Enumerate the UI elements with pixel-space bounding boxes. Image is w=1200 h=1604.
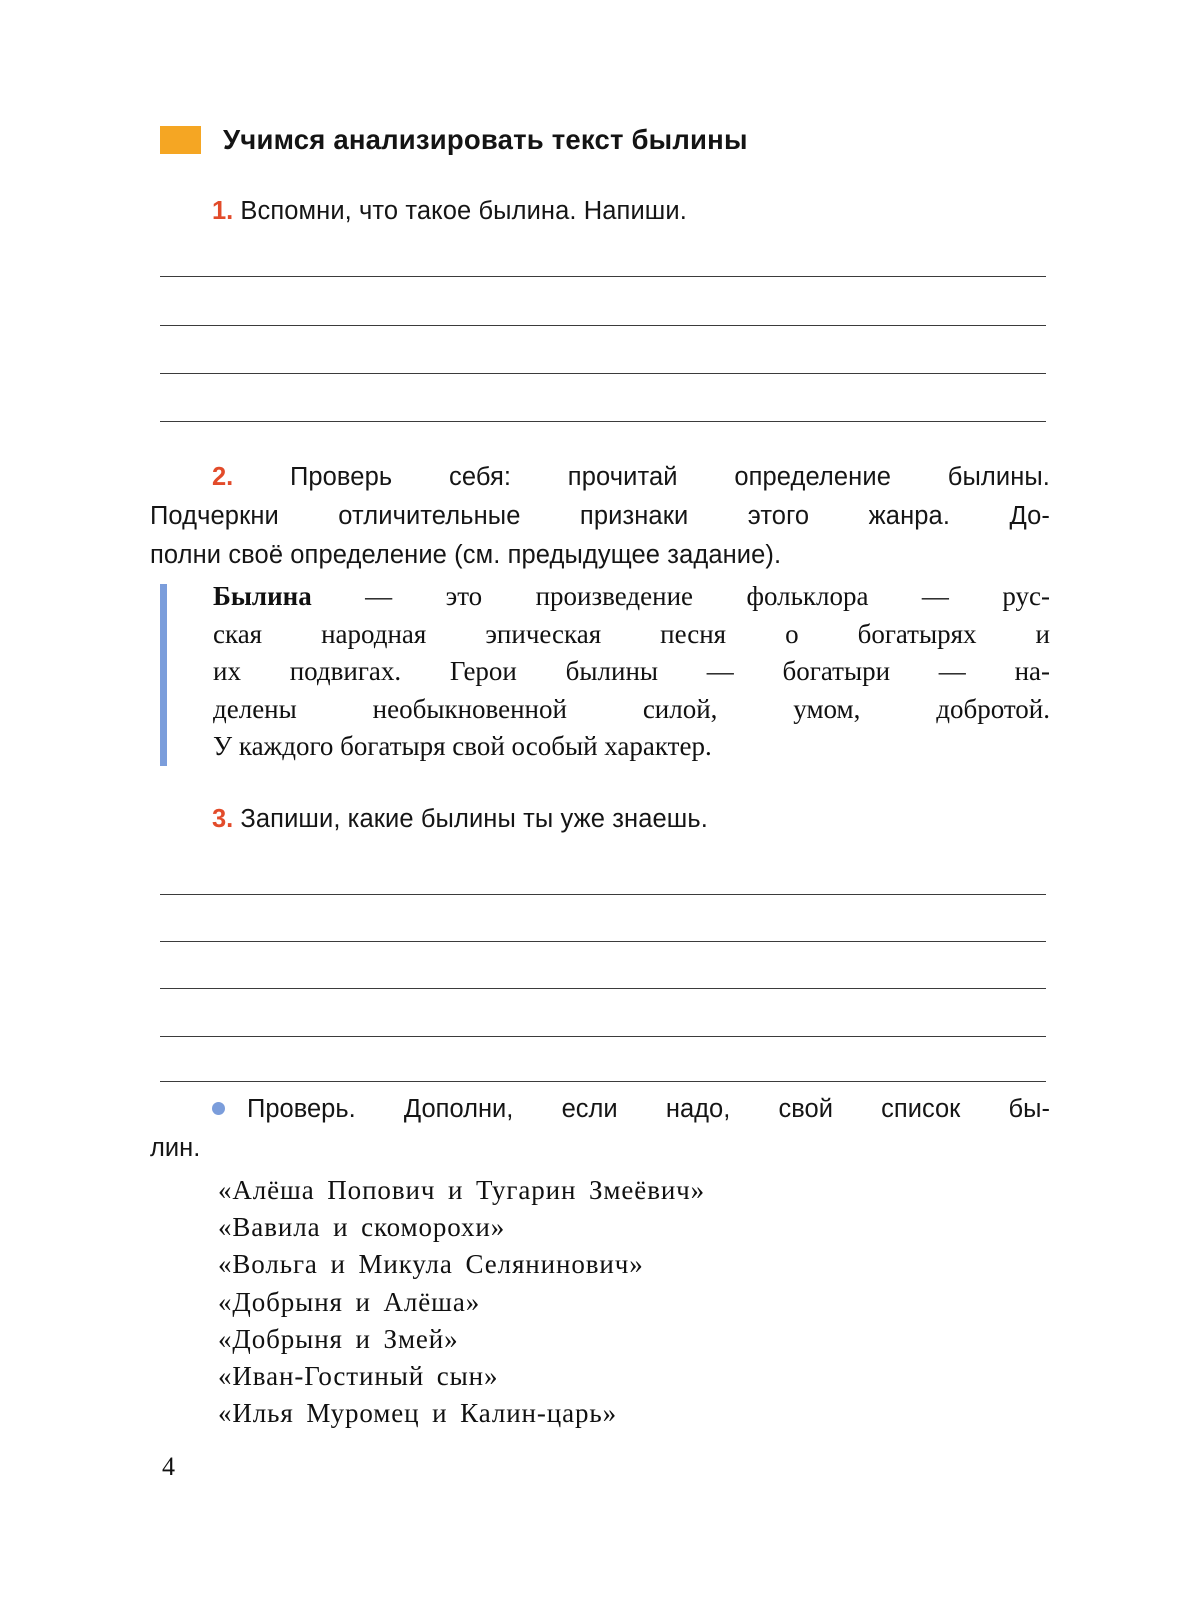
list-item: «Вавила и скоморохи»	[218, 1212, 506, 1243]
task-2-number: 2.	[212, 463, 234, 491]
writing-line[interactable]	[160, 1081, 1046, 1082]
definition-line-2: ская народная эпическая песня о богатырях и	[213, 618, 1050, 649]
task-3-number: 3.	[212, 805, 234, 833]
task-1-number: 1.	[212, 197, 234, 225]
task-2-text-line-1: Проверь себя: прочитай определение былины.	[289, 463, 1050, 491]
section-heading-text: Учимся анализировать текст былины	[223, 124, 748, 155]
list-item: «Вольга и Микула Селянинович»	[218, 1249, 644, 1280]
writing-line[interactable]	[160, 276, 1046, 277]
definition-line-4: делены необыкновенной силой, умом, добротой.	[213, 693, 1050, 724]
definition-callout	[160, 578, 1050, 766]
writing-line[interactable]	[160, 325, 1046, 326]
bylina-title-list	[218, 1172, 705, 1432]
task-3-text: Запиши, какие былины ты уже знаешь.	[240, 805, 708, 833]
list-item: «Иван-Гостиный сын»	[218, 1361, 499, 1392]
task-2-text-line-2: Подчеркни отличительные признаки этого жанра. До-	[150, 502, 1050, 530]
check-prompt-line-2: лин.	[150, 1134, 201, 1162]
blue-dot-bullet-icon	[212, 1102, 225, 1115]
definition-line-3: их подвигах. Герои былины — богатыри — на-	[213, 656, 1050, 686]
list-item: «Добрыня и Змей»	[218, 1323, 459, 1354]
writing-line[interactable]	[160, 421, 1046, 422]
section-heading	[160, 124, 748, 156]
list-item: «Илья Муромец и Калин-царь»	[218, 1398, 618, 1429]
task-1	[150, 192, 1050, 231]
task-3	[150, 800, 1050, 839]
definition-line-1: — это произведение фольклора — рус-	[311, 581, 1050, 611]
list-item: «Алёша Попович и Тугарин Змеёвич»	[218, 1175, 706, 1205]
writing-line[interactable]	[160, 373, 1046, 374]
task-2-text-line-3: полни своё определение (см. предыдущее задание).	[150, 541, 782, 569]
definition-term: Былина	[213, 581, 312, 611]
task-2	[150, 458, 1050, 575]
definition-text	[213, 578, 1050, 766]
task-1-text: Вспомни, что такое былина. Напиши.	[240, 197, 687, 225]
writing-line[interactable]	[160, 941, 1046, 942]
writing-line[interactable]	[160, 894, 1046, 895]
writing-line[interactable]	[160, 988, 1046, 989]
check-prompt-line-1: Проверь. Дополни, если надо, свой список бы-	[247, 1095, 1050, 1123]
definition-accent-bar	[160, 584, 167, 766]
page-number: 4	[162, 1452, 175, 1481]
check-prompt	[150, 1090, 1050, 1168]
definition-line-5: У каждого богатыря свой особый характер.	[213, 731, 712, 761]
writing-line[interactable]	[160, 1036, 1046, 1037]
list-item: «Добрыня и Алёша»	[218, 1286, 481, 1317]
orange-square-marker	[160, 126, 201, 154]
